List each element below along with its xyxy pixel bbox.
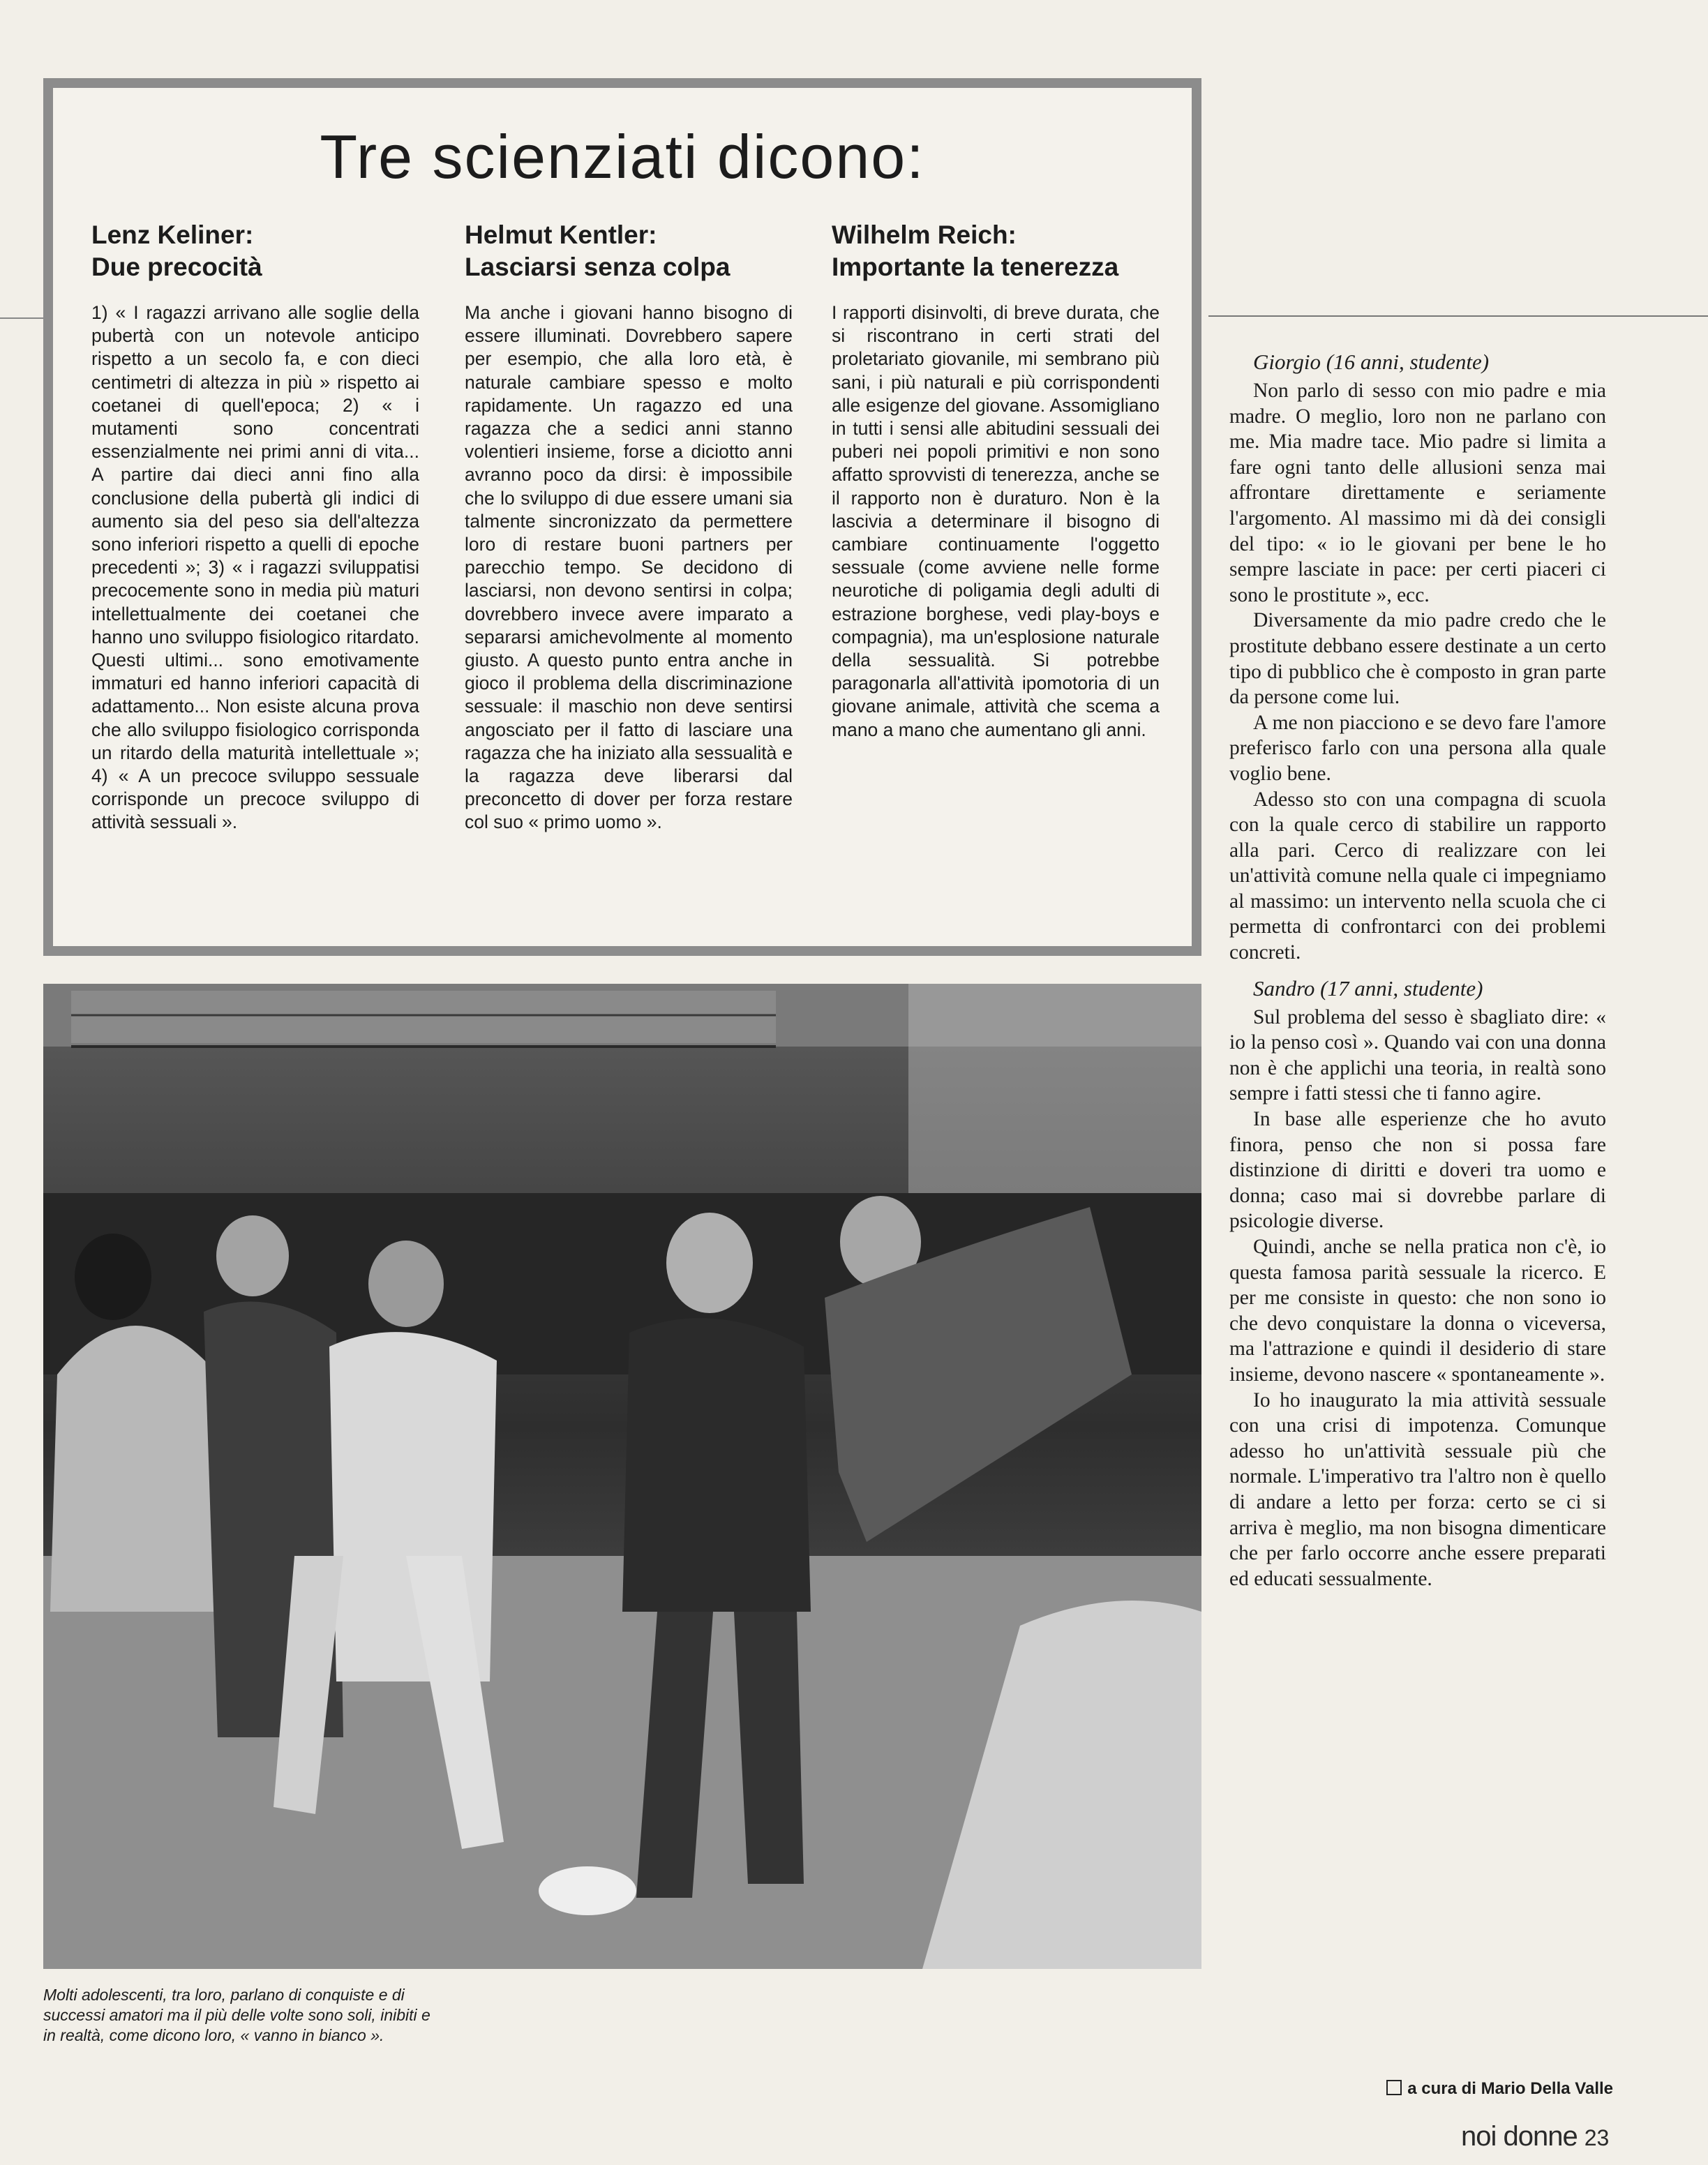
magazine-name: noi donne <box>1461 2121 1578 2152</box>
interview-paragraph: In base alle esperienze che ho avuto finora, penso che non si possa fare distinzione di diritti e doveri tra uomo e donna; caso mai si dovrebbe parlare di psicologie diverse. <box>1229 1108 1606 1233</box>
teenagers-photo <box>43 984 1201 1969</box>
scientist-text: 1) « I ragazzi arrivano alle soglie della pubertà con un notevole anticipo rispetto a un secolo fa, e con dieci centimetri di altezza in più » rispetto ai coetanei di quell'epoca; 2) « i mutamenti sono concentrati essenzialmente nei primi anni di vita... A partire dai dieci anni fino alla conclusione della pubertà gli indici di aumento sia del peso sia dell'altezza sono inferiori rispetto a quelli di epoche precedenti »; 3) « i ragazzi sviluppatisi precocemente sono in media più maturi intellettualmente dei coetanei che hanno uno sviluppo fisiologico ritardato. Questi ultimi... sono emotivamente immaturi ed hanno inferiori capacità di adattamento... Non esiste alcuna prova che allo sviluppo fisiologico corrisponda un ritardo della maturità intellettuale »; 4) « A un precoce sviluppo sessuale corrisponde un precoce sviluppo di attività sessuali ». <box>91 302 419 833</box>
page-footer <box>1461 2121 1609 2152</box>
scientist-column-reich <box>832 219 1160 742</box>
scientist-name: Helmut Kentler: <box>465 220 657 249</box>
scientists-box <box>43 78 1201 956</box>
scientist-text: I rapporti disinvolti, di breve durata, che si riscontrano in certi strati del proletariato giovanile, mi sembrano più sani, i più naturali e più corrispondenti alle esigenze del giovane. Assomigliano in tutti i sensi alle abitudini sessuali dei puberi nei popoli primitivi e non sono affatto sprovvisti di tenerezza, anche se il rapporto non è duraturo. Non è la lascivia a determinare il bisogno di cambiare continuamente l'oggetto sessuale (come avviene nelle forme neurotiche di poligamia degli adulti di estrazione borghese, vedi play-boys e compagnia), ma un'esplosione naturale della sessualità. Si potrebbe paragonarla all'attività ipomotoria di un giovane animale, attività che scema a mano a mano che aumentano gli anni. <box>832 302 1160 740</box>
interview-paragraph: Non parlo di sesso con mio padre e mia madre. O meglio, loro non ne parlano con me. Mia madre tace. Mio padre si limita a fare ogni tanto delle allusioni senza mai affrontare direttamente e seriamente l'argomento. Al massimo mi dà dei consigli del tipo: « io le giovani per bene le ho sempre lasciate in pace: per certi piaceri ci sono le prostitute », ecc. <box>1229 380 1606 606</box>
page-number: 23 <box>1584 2125 1610 2150</box>
scientist-subtitle: Due precocità <box>91 253 262 281</box>
interview-paragraph: Sul problema del sesso è sbagliato dire: « io la penso così ». Quando vai con una donna non è che applichi una teoria, in realtà sono sempre i fatti stessi che ti fanno agire. <box>1229 1005 1606 1105</box>
interview-paragraph: Adesso sto con una compagna di scuola con la quale cerco di stabilire un rapporto alla pari. Cerco di realizzare con lei un'attività comune nella quale ci impegniamo al massimo: un intervento nella scuola che ci permetta di confrontarci con dei problemi concreti. <box>1229 788 1606 964</box>
interview-paragraph: Diversamente da mio padre credo che le prostitute debbano essere destinate a un certo tipo di pubblico che è composto in gran parte da persone come lui. <box>1229 609 1606 709</box>
scientist-text: Ma anche i giovani hanno bisogno di essere illuminati. Dovrebbero sapere per esempio, che alla loro età, è naturale cambiare spesso e molto rapidamente. Un ragazzo ed una ragazza che a sedici anni stanno volentieri insieme, forse a diciotto anni avranno poco da dirsi: è impossibile che lo sviluppo di due essere umani sia talmente sincronizzato da permettere loro di restare buoni partners per parecchio tempo. Se decidono di lasciarsi, non devono sentirsi in colpa; dovrebbero invece avere imparato a separarsi amichevolmente al momento giusto. A questo punto entra anche in gioco il problema della discriminazione sessuale: il maschio non deve sentirsi angosciato per il fatto di lasciare una ragazza che ha iniziato alla sessualità e la ragazza deve liberarsi dal preconcetto di dover per forza restare col suo « primo uomo ». <box>465 302 793 833</box>
end-square-icon <box>1386 2080 1402 2095</box>
photo-caption: Molti adolescenti, tra loro, parlano di conquiste e di successi amatori ma il più delle volte sono soli, inibiti e in realtà, come dicono loro, « vanno in bianco ». <box>43 1986 430 2044</box>
scientist-name: Lenz Keliner: <box>91 220 254 249</box>
scientist-subtitle: Importante la tenerezza <box>832 253 1119 281</box>
top-left-rule <box>0 317 43 319</box>
author-credit-text: a cura di Mario Della Valle <box>1407 2079 1613 2098</box>
interview-speaker: Sandro (17 anni, studente) <box>1253 975 1483 1001</box>
interviews-column <box>1229 349 1606 1591</box>
scientist-heading <box>465 219 793 283</box>
interview-paragraph: A me non piacciono e se devo fare l'amore preferisco farlo con una persona alla quale voglio bene. <box>1229 711 1606 785</box>
scientist-name: Wilhelm Reich: <box>832 220 1017 249</box>
interview-paragraph: Quindi, anche se nella pratica non c'è, io questa famosa parità sessuale la ricerco. E per me consiste in questo: che non sono io che devo conquistare la donna o viceversa, ma l'attrazione e quindi il desiderio di stare insieme, devono nascere « spontaneamente ». <box>1229 1236 1606 1386</box>
interview-gap <box>1229 966 1606 975</box>
scientist-column-kentler <box>465 219 793 834</box>
right-column-rule <box>1208 315 1708 317</box>
box-title: Tre scienziati dicono: <box>320 122 925 191</box>
interview-paragraph: Io ho inaugurato la mia attività sessuale con una crisi di impotenza. Comunque adesso ho un'attività sessuale più che normale. L'imperativo tra l'altro non è quello di andare a letto per forza: certo se ci si arriva è meglio, ma non bisogna dimenticare che per farlo occorre anche essere preparati ed educati sessualmente. <box>1229 1388 1606 1590</box>
scientist-heading <box>832 219 1160 283</box>
photo-illustration <box>43 984 1201 1969</box>
scientist-heading <box>91 219 419 283</box>
author-credit <box>1306 2079 1613 2099</box>
scientist-column-kellner <box>91 219 419 834</box>
scientist-subtitle: Lasciarsi senza colpa <box>465 253 731 281</box>
interview-speaker: Giorgio (16 anni, studente) <box>1253 350 1490 374</box>
